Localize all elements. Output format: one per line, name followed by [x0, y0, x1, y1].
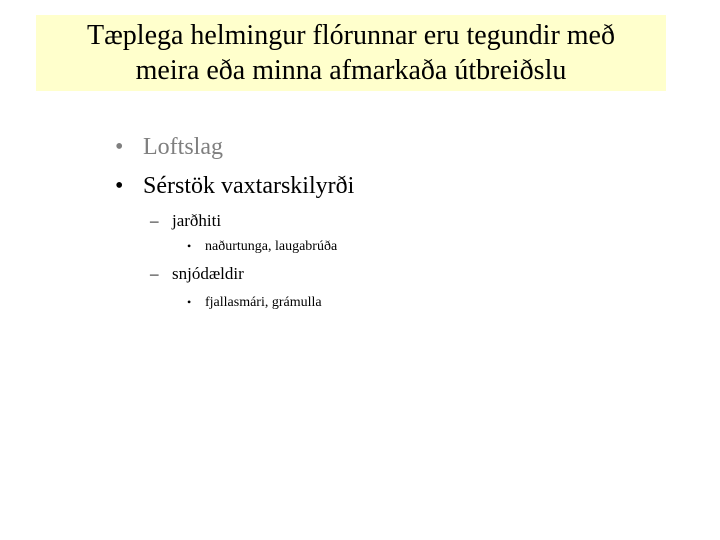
sub-sub-bullet-text: fjallasmári, grámulla [205, 295, 322, 310]
bullet-text: Sérstök vaxtarskilyrði [143, 173, 355, 199]
bullet-mark: • [187, 239, 192, 253]
bullet-mark: • [115, 134, 124, 160]
bullet-mark: • [115, 173, 124, 199]
title-line-2: meira eða minna afmarkaða útbreiðslu [135, 55, 567, 86]
dash-mark: – [150, 211, 159, 230]
bullet-item-loftslag [115, 134, 415, 164]
bullet-item-vaxtarskilyrdi [115, 173, 435, 203]
sub-bullet-snjodaeldir [150, 264, 350, 286]
sub-sub-bullet-fjallasmari [187, 295, 407, 313]
sub-bullet-text: snjódældir [172, 264, 244, 283]
sub-bullet-text: jarðhiti [172, 211, 222, 230]
bullet-mark: • [187, 295, 192, 309]
sub-bullet-jardhiti [150, 211, 350, 233]
bullet-text: Loftslag [143, 134, 223, 160]
sub-sub-bullet-nadurtunga [187, 239, 407, 257]
dash-mark: – [150, 264, 159, 283]
title-line-1: Tæplega helmingur flórunnar eru tegundir með [87, 20, 615, 51]
sub-sub-bullet-text: naðurtunga, laugabrúða [205, 239, 338, 254]
